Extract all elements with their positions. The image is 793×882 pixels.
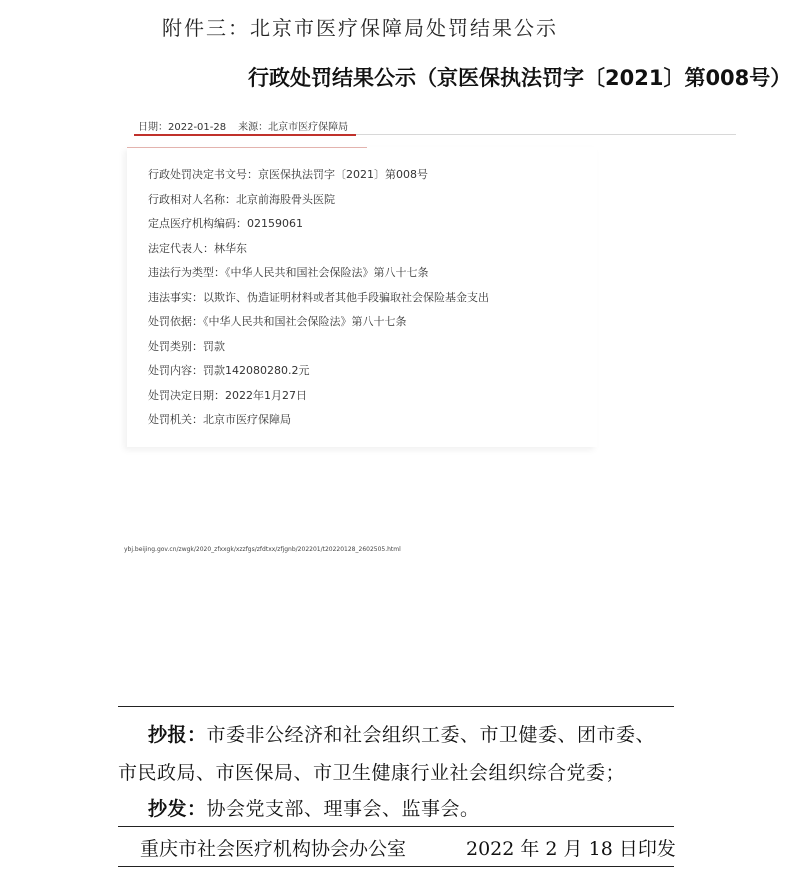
- notice-title: 行政处罚结果公示（京医保执法罚字〔2021〕第008号）: [248, 66, 792, 90]
- footer-top-rule: [118, 826, 674, 827]
- copy-to-label: 抄发：: [148, 798, 207, 820]
- issue-date: 2022 年 2 月 18 日印发: [466, 838, 676, 860]
- detail-penalty-category: 处罚类别：罚款: [148, 339, 225, 353]
- copy-to-line: [148, 794, 480, 821]
- attachment-title: 附件三：北京市医疗保障局处罚结果公示: [162, 16, 558, 40]
- detail-party-name: 行政相对人名称：北京前海股骨头医院: [148, 192, 335, 206]
- detail-decision-date: 处罚决定日期：2022年1月27日: [148, 388, 307, 402]
- report-to-recipients-1: 市委非公经济和社会组织工委、市卫健委、团市委、: [206, 724, 656, 746]
- issuing-office: 重庆市社会医疗机构协会办公室: [140, 838, 407, 860]
- footer-bottom-rule: [118, 866, 674, 867]
- report-to-recipients-2: 市民政局、市医保局、市卫生健康行业社会组织综合党委；: [118, 762, 626, 784]
- source-url: ybj.beijing.gov.cn/zwgk/2020_zfxxgk/xzzfgs/zfdtxx/zfjgnb/202201/t20220128_2602505.html: [124, 546, 401, 553]
- report-to-label: 抄报：: [148, 724, 207, 746]
- meta-divider: [356, 134, 736, 135]
- notice-date: 日期：2022-01-28: [138, 122, 227, 133]
- detail-decision-number: 行政处罚决定书文号：京医保执法罚字〔2021〕第008号: [148, 168, 428, 181]
- card-accent-line: [127, 147, 367, 148]
- detail-violation-type: 违法行为类型：《中华人民共和国社会保险法》第八十七条: [148, 266, 429, 279]
- detail-legal-representative: 法定代表人：林华东: [148, 241, 247, 255]
- distribution-top-rule: [118, 706, 674, 707]
- detail-penalty-basis: 处罚依据：《中华人民共和国社会保险法》第八十七条: [148, 315, 407, 328]
- detail-institution-code: 定点医疗机构编码：02159061: [148, 217, 303, 230]
- penalty-detail-list: [148, 168, 489, 438]
- copy-to-recipients: 协会党支部、理事会、监事会。: [206, 798, 480, 820]
- detail-violation-facts: 违法事实：以欺诈、伪造证明材料或者其他手段骗取社会保险基金支出: [148, 290, 489, 304]
- report-to-line-1: [148, 720, 655, 747]
- notice-source: 来源：北京市医疗保障局: [238, 122, 349, 133]
- meta-divider-accent: [134, 134, 356, 136]
- detail-penalty-content: 处罚内容：罚款142080280.2元: [148, 364, 310, 377]
- notice-meta: [138, 118, 348, 133]
- report-to-line-2: [118, 758, 625, 785]
- detail-penalty-authority: 处罚机关：北京市医疗保障局: [148, 413, 291, 426]
